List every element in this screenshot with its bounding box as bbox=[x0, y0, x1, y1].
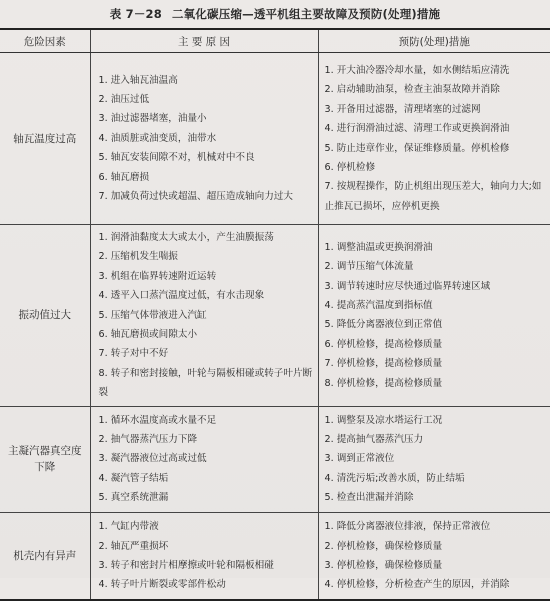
risk-factor: 主凝汽器真空度下降 bbox=[0, 406, 90, 512]
measure-item: 7. 按规程操作，防止机组出现压差大，轴向力大;如止推瓦已损坏，应停机更换 bbox=[325, 177, 550, 216]
cause-item: 1. 进入轴瓦油温高 bbox=[99, 71, 318, 90]
table-row bbox=[0, 512, 550, 600]
cause-item: 3. 转子和密封片相摩擦或叶轮和隔板相碰 bbox=[99, 556, 318, 575]
causes-cell bbox=[90, 53, 318, 225]
causes-cell bbox=[90, 406, 318, 512]
causes-cell bbox=[90, 225, 318, 407]
measure-item: 6. 停机检修 bbox=[325, 158, 550, 177]
cause-item: 4. 凝汽管子结垢 bbox=[99, 469, 318, 488]
cause-item: 7. 加减负荷过快或超温、超压造成轴向力过大 bbox=[99, 187, 318, 206]
cause-item: 8. 转子和密封接触，叶轮与隔板相碰或转子叶片断裂 bbox=[99, 364, 318, 403]
table-number: 表 7－28 bbox=[110, 7, 162, 21]
cause-item: 3. 机组在临界转速附近运转 bbox=[99, 267, 318, 286]
measure-item: 1. 调整油温或更换润滑油 bbox=[325, 238, 550, 257]
table-row bbox=[0, 406, 550, 512]
measure-item: 1. 开大油冷器冷却水量，如水侧结垢应清洗 bbox=[325, 61, 550, 80]
measure-item: 4. 进行润滑油过滤、清理工作或更换润滑油 bbox=[325, 119, 550, 138]
measure-item: 2. 启动辅助油泵，检查主油泵故障并消除 bbox=[325, 80, 550, 99]
causes-cell bbox=[90, 512, 318, 600]
measure-item: 8. 停机检修，提高检修质量 bbox=[325, 374, 550, 393]
measure-item: 1. 降低分离器液位排液，保持正常液位 bbox=[325, 517, 550, 536]
measure-item: 7. 停机检修，提高检修质量 bbox=[325, 354, 550, 373]
measure-item: 2. 提高抽气器蒸汽压力 bbox=[325, 430, 550, 449]
cause-item: 1. 润滑油黏度太大或太小，产生油膜振荡 bbox=[99, 228, 318, 247]
cause-item: 2. 轴瓦严重损坏 bbox=[99, 537, 318, 556]
cause-item: 5. 压缩气体带液进入汽缸 bbox=[99, 306, 318, 325]
table-row bbox=[0, 225, 550, 407]
measures-cell bbox=[318, 512, 550, 600]
header-measures: 预防(处理)措施 bbox=[318, 29, 550, 53]
cause-item: 2. 油压过低 bbox=[99, 90, 318, 109]
measure-item: 2. 调节压缩气体流量 bbox=[325, 257, 550, 276]
table-title bbox=[0, 0, 550, 26]
measure-item: 5. 降低分离器液位到正常值 bbox=[325, 315, 550, 334]
measure-item: 4. 提高蒸汽温度到指标值 bbox=[325, 296, 550, 315]
measure-item: 1. 调整泵及凉水塔运行工况 bbox=[325, 411, 550, 430]
measures-cell bbox=[318, 406, 550, 512]
cause-item: 2. 抽气器蒸汽压力下降 bbox=[99, 430, 318, 449]
cause-item: 4. 透平入口蒸汽温度过低，有水击现象 bbox=[99, 286, 318, 305]
cause-item: 7. 转子对中不好 bbox=[99, 344, 318, 363]
header-row bbox=[0, 29, 550, 53]
measure-item: 3. 停机检修，确保检修质量 bbox=[325, 556, 550, 575]
cause-item: 2. 压缩机发生喘振 bbox=[99, 247, 318, 266]
cause-item: 6. 轴瓦磨损 bbox=[99, 168, 318, 187]
risk-factor: 振动值过大 bbox=[0, 225, 90, 407]
measure-item: 6. 停机检修，提高检修质量 bbox=[325, 335, 550, 354]
cause-item: 4. 油质脏或油变质，油带水 bbox=[99, 129, 318, 148]
measures-cell bbox=[318, 225, 550, 407]
risk-factor: 机壳内有异声 bbox=[0, 512, 90, 600]
header-factor: 危险因素 bbox=[0, 29, 90, 53]
table-row bbox=[0, 53, 550, 225]
cause-item: 4. 转子叶片断裂或零部件松动 bbox=[99, 575, 318, 594]
cause-item: 1. 气缸内带液 bbox=[99, 517, 318, 536]
fault-table bbox=[0, 28, 550, 601]
risk-factor: 轴瓦温度过高 bbox=[0, 53, 90, 225]
cause-item: 6. 轴瓦磨损或间隙太小 bbox=[99, 325, 318, 344]
cause-item: 5. 轴瓦安装间隙不对，机械对中不良 bbox=[99, 148, 318, 167]
measure-item: 5. 检查出泄漏并消除 bbox=[325, 488, 550, 507]
measure-item: 3. 调节转速时应尽快通过临界转速区域 bbox=[325, 277, 550, 296]
cause-item: 1. 循环水温度高或水量不足 bbox=[99, 411, 318, 430]
measures-cell bbox=[318, 53, 550, 225]
measure-item: 2. 停机检修，确保检修质量 bbox=[325, 537, 550, 556]
header-causes: 主 要 原 因 bbox=[90, 29, 318, 53]
measure-item: 3. 开备用过滤器，清理堵塞的过滤网 bbox=[325, 100, 550, 119]
cause-item: 5. 真空系统泄漏 bbox=[99, 488, 318, 507]
measure-item: 4. 清洗污垢;改善水质，防止结垢 bbox=[325, 469, 550, 488]
measure-item: 3. 调到正常液位 bbox=[325, 449, 550, 468]
measure-item: 5. 防止违章作业，保证维修质量。停机检修 bbox=[325, 139, 550, 158]
cause-item: 3. 油过滤器堵塞，油量小 bbox=[99, 109, 318, 128]
measure-item: 4. 停机检修，分析检查产生的原因，并消除 bbox=[325, 575, 550, 594]
table-caption: 二氧化碳压缩—透平机组主要故障及预防(处理)措施 bbox=[172, 7, 440, 21]
cause-item: 3. 凝汽器液位过高或过低 bbox=[99, 449, 318, 468]
